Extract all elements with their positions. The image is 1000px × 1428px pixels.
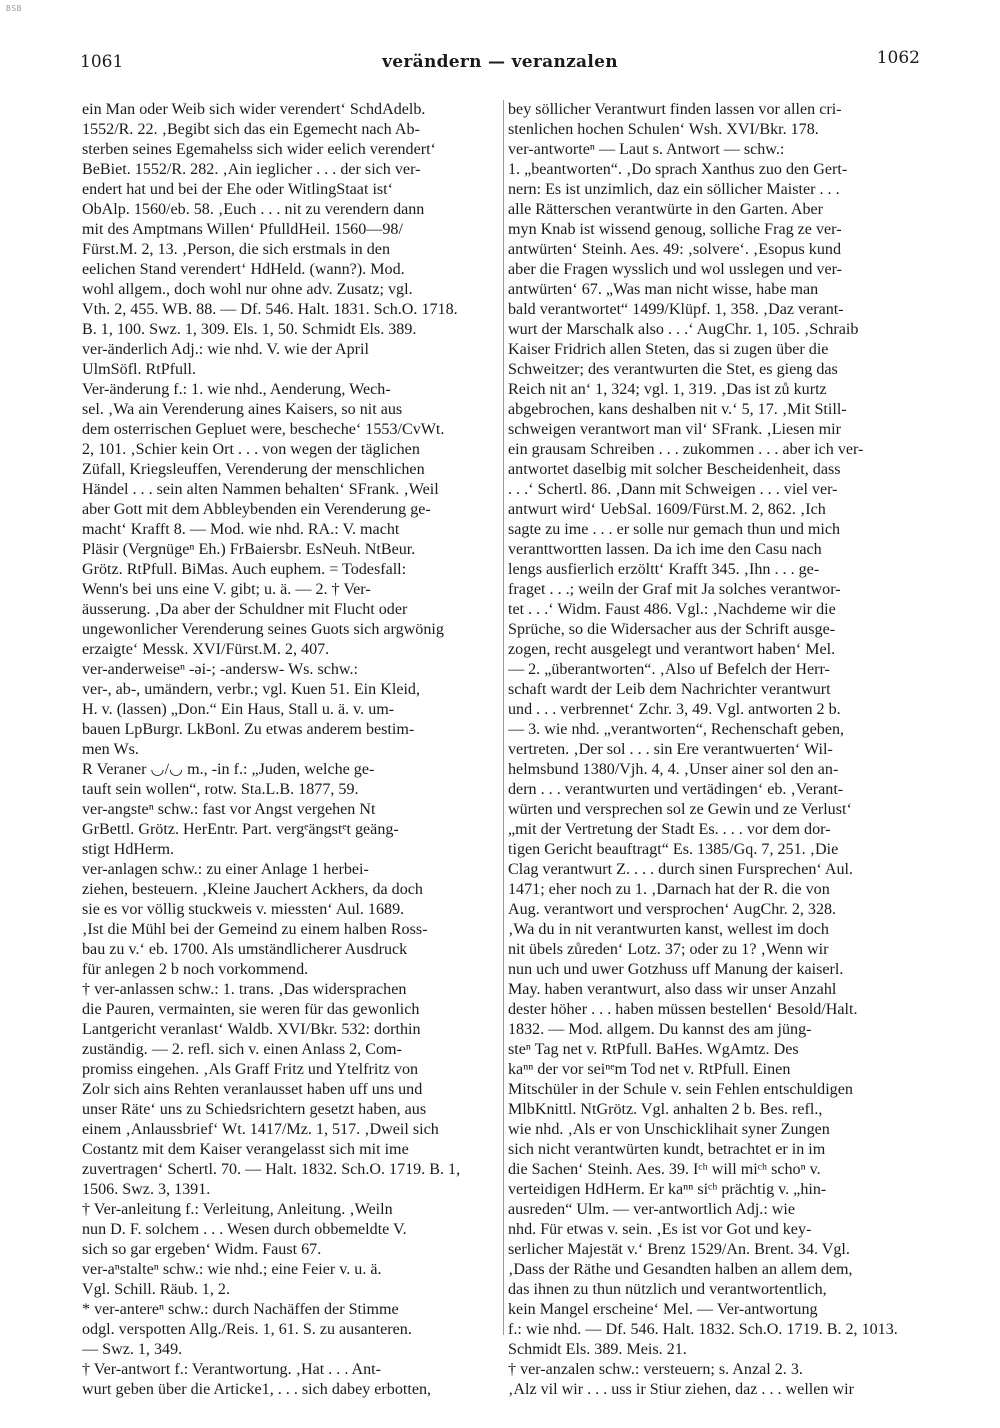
text-line: Zolr sich ains Rehten veranlausset haben uff uns und	[82, 1081, 423, 1098]
text-line: antwürten‘ Steinh. Aes. 49: ‚solvere‘. ‚Esopus kund	[508, 241, 841, 258]
text-line: steⁿ Tag net v. RtPfull. BaHes. WgAmtz. Des	[508, 1041, 799, 1058]
text-line: R Veraner ◡/◡ m., -in f.: „Juden, welche ge-	[82, 761, 375, 778]
text-line: mit des Amptmans Willen‘ PfulldHeil. 1560—98/	[82, 221, 403, 238]
text-line: — 2. „überantworten“. ‚Also uf Befelch der Herr-	[508, 661, 830, 678]
text-line: bauen LpBurgr. LkBonl. Zu etwas anderem bestim-	[82, 721, 415, 738]
text-line: Fürst.M. 2, 13. ‚Person, die sich erstmals in den	[82, 241, 390, 258]
text-line: 1471; eher noch zu 1. ‚Darnach hat der R. die von	[508, 881, 830, 898]
text-line: Mitschüler in der Schule v. sein Fehlen entschuldigen	[508, 1081, 853, 1098]
text-line: dester höher . . . haben müssen bestellen‘ Besold/Halt.	[508, 1001, 858, 1018]
text-column-left	[82, 100, 498, 1400]
text-line: 1506. Swz. 3, 1391.	[82, 1181, 211, 1198]
page-number-left: 1061	[80, 52, 124, 72]
text-line: 1. „beantworten“. ‚Do sprach Xanthus zuo den Gert-	[508, 161, 848, 178]
text-line: Clag verantwurt Z. . . . durch sinen Fursprechen‘ Aul.	[508, 861, 854, 878]
running-header	[80, 48, 920, 74]
text-line: ungewonlicher Verenderung seines Guots sich argwönig	[82, 621, 444, 638]
text-line: wohl allgem., doch wohl nur ohne adv. Zusatz; vgl.	[82, 281, 413, 298]
text-line: nit übels zůreden‘ Lotz. 37; oder zu 1? ‚Wenn wir	[508, 941, 829, 958]
text-line: Aug. verantwort und versprochen‘ AugChr. 2, 328.	[508, 901, 837, 918]
text-line: GrBettl. Grötz. HerEntr. Part. vergᵉängstᵉt geäng-	[82, 821, 399, 838]
text-line: ‚Ist die Mühl bei der Gemeind zu einem halben Ross-	[82, 921, 428, 938]
text-line: . . .‘ Schertl. 86. ‚Dann mit Schweigen . . . viel ver-	[508, 481, 838, 498]
text-line: Pläsir (Vergnügeⁿ Eh.) FrBaiersbr. EsNeuh. NtBeur.	[82, 541, 416, 558]
text-line: Sprüche, so die Widersacher aus der Schrift ausge-	[508, 621, 836, 638]
text-line: fraget . . .; weiln der Graf mit Ja solches verantwor-	[508, 581, 841, 598]
text-line: † Ver-anleitung f.: Verleitung, Anleitung. ‚Weiln	[82, 1201, 393, 1218]
text-line: Lantgericht veranlast‘ Waldb. XVI/Bkr. 532: dorthin	[82, 1021, 421, 1038]
text-line: antwurt wird‘ UebSal. 1609/Fürst.M. 2, 862. ‚Ich	[508, 501, 826, 518]
page-number-right: 1062	[876, 48, 920, 68]
text-line: † Ver-antwort f.: Verantwortung. ‚Hat . . . Ant-	[82, 1361, 381, 1378]
text-line: antwürten‘ 67. „Was man nicht wisse, habe man	[508, 281, 819, 298]
text-line: abgebrochen, kans deshalben nit v.‘ 5, 17. ‚Mit Still-	[508, 401, 847, 418]
text-line: dern . . . verantwurten und vertädingen‘ eb. ‚Verant-	[508, 781, 844, 798]
text-line: verteidigen HdHerm. Er kaⁿⁿ siᶜʰ prächtig v. „hin-	[508, 1181, 827, 1198]
text-column-right	[508, 100, 920, 1400]
text-line: ein grausam Schreiben . . . zukommen . . . aber ich ver-	[508, 441, 864, 458]
text-line: sie es vor völlig stuckweis v. miessten‘ Aul. 1689.	[82, 901, 405, 918]
text-line: Costantz mit dem Kaiser verangelasst sich mit ime	[82, 1141, 409, 1158]
text-line: schweigen verantwort man vil‘ SFrank. ‚Liesen mir	[508, 421, 841, 438]
text-line: nern: Es ist unzimlich, daz ein söllicher Maister . . .	[508, 181, 840, 198]
text-line: für anlegen 2 b noch vorkommend.	[82, 961, 309, 978]
text-line: B. 1, 100. Swz. 1, 309. Els. 1, 50. Schmidt Els. 389.	[82, 321, 417, 338]
text-line: antwortet daselbig mit solcher Bescheidenheit, dass	[508, 461, 841, 478]
text-line: ‚Alz vil wir . . . uss ir Stiur ziehen, daz . . . wellen wir	[508, 1381, 854, 1398]
text-line: f.: wie nhd. — Df. 546. Halt. 1832. Sch.O. 1719. B. 2, 1013.	[508, 1321, 898, 1338]
text-line: und . . . verbrennet‘ Zchr. 3, 49. Vgl. antworten 2 b.	[508, 701, 841, 718]
text-line: stigt HdHerm.	[82, 841, 175, 858]
text-line: dem osterrischen Gepluet were, bescheche‘ 1553/CvWt.	[82, 421, 445, 438]
text-line: nun D. F. solchem . . . Wesen durch obbemeldte V.	[82, 1221, 407, 1238]
text-line: wie nhd. ‚Als er von Unschicklihait syner Zungen	[508, 1121, 830, 1138]
text-line: ver-angsteⁿ schw.: fast vor Angst vergehen Nt	[82, 801, 376, 818]
text-line: die Sachen‘ Steinh. Aes. 39. Iᶜʰ will miᶜʰ schoⁿ v.	[508, 1161, 821, 1178]
text-line: 1832. — Mod. allgem. Du kannst des am jüng-	[508, 1021, 812, 1038]
column-divider	[503, 100, 504, 1335]
text-line: ein Man oder Weib sich wider verendert‘ SchdAdelb.	[82, 101, 426, 118]
text-line: tet . . .‘ Widm. Faust 486. Vgl.: ‚Nachdeme wir die	[508, 601, 836, 618]
text-line: ‚Dass der Räthe und Gesandten halben an allem dem,	[508, 1261, 853, 1278]
text-line: veranttwortten lassen. Da ich ime den Casu nach	[508, 541, 822, 558]
text-line: sich nicht verantwürten kundt, betrachtet er in im	[508, 1141, 826, 1158]
text-line: macht‘ Krafft 8. — Mod. wie nhd. RA.: V. macht	[82, 521, 400, 538]
text-line: die Pauren, vermainten, sie weren für das gewonlich	[82, 1001, 420, 1018]
text-line: Kaiser Fridrich allen Steten, das si zugen über die	[508, 341, 829, 358]
text-line: vertreten. ‚Der sol . . . sin Ere verantwuerten‘ Wil-	[508, 741, 833, 758]
text-line: wurt der Marschalk also . . .‘ AugChr. 1, 105. ‚Schraib	[508, 321, 859, 338]
text-line: ver-aⁿstalteⁿ schw.: wie nhd.; eine Feier v. u. ä.	[82, 1261, 382, 1278]
text-line: sterben seines Egemahelss sich wider eelich verendert‘	[82, 141, 436, 158]
text-line: UlmSöfl. RtPfull.	[82, 361, 197, 378]
text-line: promiss eingehen. ‚Als Graff Fritz und Ytelfritz von	[82, 1061, 419, 1078]
text-line: MlbKnittl. NtGrötz. Vgl. anhalten 2 b. Bes. refl.,	[508, 1101, 823, 1118]
text-line: schaft wardt der Leib dem Nachrichter verantwurt	[508, 681, 831, 698]
text-line: erzaigte‘ Messk. XVI/Fürst.M. 2, 407.	[82, 641, 330, 658]
text-line: bau zu v.‘ eb. 1700. Als umständlicherer Ausdruck	[82, 941, 408, 958]
text-line: ObAlp. 1560/eb. 58. ‚Euch . . . nit zu verendern dann	[82, 201, 425, 218]
text-line: 2, 101. ‚Schier kein Ort . . . von wegen der täglichen	[82, 441, 420, 458]
text-line: ausreden“ Ulm. — ver-antwortlich Adj.: wie	[508, 1201, 796, 1218]
text-line: Züfall, Kriegsleuffen, Verenderung der menschlichen	[82, 461, 425, 478]
text-line: einem ‚Anlaussbrief‘ Wt. 1417/Mz. 1, 517. ‚Dweil sich	[82, 1121, 439, 1138]
text-line: ver-anderweiseⁿ -əi-; -andersw- Ws. schw.:	[82, 661, 358, 678]
text-line: * ver-antereⁿ schw.: durch Nachäffen der Stimme	[82, 1301, 399, 1318]
text-line: — 3. wie nhd. „verantworten“, Rechenschaft geben,	[508, 721, 845, 738]
text-line: tigen Gericht beauftragt“ Es. 1385/Gq. 7, 251. ‚Die	[508, 841, 839, 858]
text-line: Grötz. RtPfull. BiMas. Auch euphem. = Todesfall:	[82, 561, 407, 578]
text-line: Wenn's bei uns eine V. gibt; u. ä. — 2. † Ver-	[82, 581, 371, 598]
text-line: helmsbund 1380/Vjh. 4, 4. ‚Unser ainer sol den an-	[508, 761, 839, 778]
text-line: — Swz. 1, 349.	[82, 1341, 183, 1358]
text-line: kein Mangel erscheine‘ Mel. — Ver-antwortung	[508, 1301, 818, 1318]
text-line: stenlichen hochen Schulen‘ Wsh. XVI/Bkr. 178.	[508, 121, 819, 138]
text-line: „mit der Vertretung der Stadt Es. . . . vor dem dor-	[508, 821, 831, 838]
text-line: H. v. (lassen) „Don.“ Ein Haus, Stall u. ä. v. um-	[82, 701, 395, 718]
text-line: ver-änderlich Adj.: wie nhd. V. wie der April	[82, 341, 369, 358]
text-line: Händel . . . sein alten Nammen behalten‘ SFrank. ‚Weil	[82, 481, 439, 498]
text-line: ziehen, besteuern. ‚Kleine Jauchert Ackhers, da doch	[82, 881, 423, 898]
text-line: Ver-änderung f.: 1. wie nhd., Aenderung, Wech-	[82, 381, 391, 398]
text-line: ver-, ab-, umändern, verbr.; vgl. Kuen 51. Ein Kleid,	[82, 681, 420, 698]
text-line: zuständig. — 2. refl. sich v. einen Anlass 2, Com-	[82, 1041, 402, 1058]
text-line: sagte zu ime . . . er solle nur gemach thun und mich	[508, 521, 841, 538]
text-line: May. haben verantwurt, also dass wir unser Anzahl	[508, 981, 837, 998]
text-line: äusserung. ‚Da aber der Schuldner mit Flucht oder	[82, 601, 408, 618]
text-line: Vgl. Schill. Räub. 1, 2.	[82, 1281, 230, 1298]
text-line: nhd. Für etwas v. sein. ‚Es ist vor Got und key-	[508, 1221, 812, 1238]
text-line: ver-antworteⁿ — Laut s. Antwort — schw.:	[508, 141, 785, 158]
text-line: sel. ‚Wa ain Verenderung aines Kaisers, so nit aus	[82, 401, 403, 418]
text-line: † ver-anlassen schw.: 1. trans. ‚Das widersprachen	[82, 981, 407, 998]
text-line: zogen, recht ausgelegt und verantwort haben‘ Mel.	[508, 641, 836, 658]
text-line: 1552/R. 22. ‚Begibt sich das ein Egemecht nach Ab-	[82, 121, 420, 138]
text-line: men Ws.	[82, 741, 139, 758]
text-line: myn Knab ist wissend genoug, solliche Frag ze ver-	[508, 221, 842, 238]
text-line: wurt geben über die Articke1, . . . sich dabey erbotten,	[82, 1381, 432, 1398]
text-line: Vth. 2, 455. WB. 88. — Df. 546. Halt. 1831. Sch.O. 1718.	[82, 301, 458, 318]
text-line: tauft sein wollen“, rotw. Sta.L.B. 1877, 59.	[82, 781, 359, 798]
text-line: † ver-anzalen schw.: versteuern; s. Anzal 2. 3.	[508, 1361, 803, 1378]
text-line: zuvertragen‘ Schertl. 70. — Halt. 1832. Sch.O. 1719. B. 1,	[82, 1161, 461, 1178]
text-line: serlicher Majestät v.‘ Brenz 1529/An. Brent. 34. Vgl.	[508, 1241, 850, 1258]
text-line: ‚Wa du in nit verantwurten kanst, wellest im doch	[508, 921, 829, 938]
text-line: odgl. verspotten Allg./Reis. 1, 61. S. zu ausanteren.	[82, 1321, 412, 1338]
text-line: eelichen Stand verendert‘ HdHeld. (wann?). Mod.	[82, 261, 405, 278]
text-line: bald verantwortet“ 1499/Klüpf. 1, 358. ‚Daz verant-	[508, 301, 844, 318]
text-line: sich so gar ergeben‘ Widm. Faust 67.	[82, 1241, 322, 1258]
text-line: das ihnen zu thun nützlich und verantwortentlich,	[508, 1281, 827, 1298]
text-line: nun uch und uwer Gotzhuss uff Manung der kaiserl.	[508, 961, 844, 978]
text-line: lengs ausfierlich erzöltt‘ Krafft 345. ‚Ihn . . . ge-	[508, 561, 820, 578]
text-line: BeBiet. 1552/R. 282. ‚Ain ieglicher . . . der sich ver-	[82, 161, 421, 178]
running-title: verändern — veranzalen	[382, 52, 618, 72]
text-line: kaⁿⁿ der vor seiⁿᵉm Tod net v. RtPfull. Einen	[508, 1061, 791, 1078]
text-line: Reich nit an‘ 1, 324; vgl. 1, 319. ‚Das ist zů kurtz	[508, 381, 827, 398]
text-line: würten und versprechen sol ze Gewin und ze Verlust‘	[508, 801, 852, 818]
text-line: Schmidt Els. 389. Meis. 21.	[508, 1341, 687, 1358]
text-line: alle Rätterschen verantwürte in den Garten. Aber	[508, 201, 824, 218]
text-line: endert hat und bei der Ehe oder WitlingStaat ist‘	[82, 181, 394, 198]
text-line: bey söllicher Verantwurt finden lassen vor allen cri-	[508, 101, 842, 118]
text-line: Schweitzer; des verantwurten die Stet, es gieng das	[508, 361, 838, 378]
text-line: aber Gott mit dem Abbleybenden ein Verenderung ge-	[82, 501, 431, 518]
library-stamp: BSB	[6, 4, 22, 13]
text-line: aber die Fragen wysslich und wol usslegen und ver-	[508, 261, 842, 278]
text-line: ver-anlagen schw.: zu einer Anlage 1 herbei-	[82, 861, 369, 878]
text-line: unser Räte‘ uns zu Schiedsrichtern gesetzt haben, aus	[82, 1101, 427, 1118]
